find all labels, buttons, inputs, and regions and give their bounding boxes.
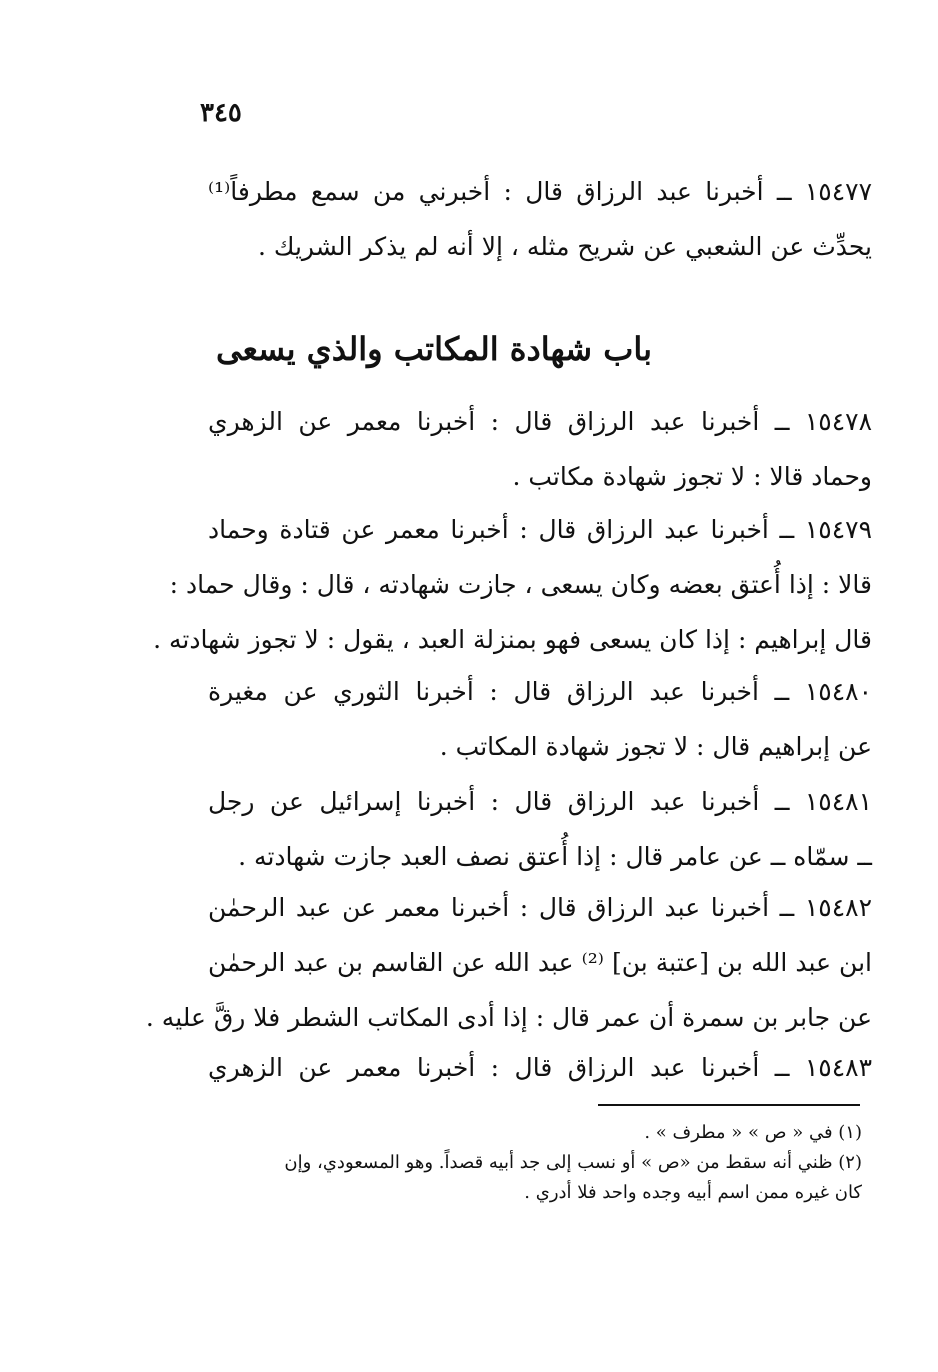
text-line: ابن عبد الله بن [عتبة بن] ⁽²⁾ عبد الله عن القاسم بن عبد الرحمٰن <box>208 948 872 977</box>
text-line: ١٥٤٨٣ ــ أخبرنا عبد الرزاق قال : أخبرنا معمر عن الزهري <box>208 1053 872 1082</box>
hadith-entry-15478 <box>208 394 872 504</box>
text-line: قالا : إذا أُعتق بعضه وكان يسعى ، جازت شهادته ، قال : وقال حماد : <box>169 570 872 599</box>
text-line: ١٥٤٨٢ ــ أخبرنا عبد الرزاق قال : أخبرنا معمر عن عبد الرحمٰن <box>208 893 872 922</box>
page-number: ٣٤٥ <box>200 98 242 128</box>
hadith-entry-15483 <box>208 1040 872 1095</box>
hadith-entry-15481 <box>208 774 872 884</box>
hadith-entry-15482 <box>145 880 872 1045</box>
text-line: ١٥٤٧٨ ــ أخبرنا عبد الرزاق قال : أخبرنا معمر عن الزهري <box>208 407 872 436</box>
footnote-line: كان غيره ممن اسم أبيه وجده واحد فلا أدري . <box>524 1182 862 1203</box>
text-line: ١٥٤٨١ ــ أخبرنا عبد الرزاق قال : أخبرنا إسرائيل عن رجل <box>208 787 872 816</box>
text-line: ١٥٤٧٧ ــ أخبرنا عبد الرزاق قال : أخبرني من سمع مطرفاً⁽¹⁾ <box>208 177 872 206</box>
text-line: يحدِّث عن الشعبي عن شريح مثله ، إلا أنه لم يذكر الشريك . <box>257 232 872 261</box>
footnotes <box>208 1118 862 1208</box>
text-line: قال إبراهيم : إذا كان يسعى فهو بمنزلة العبد ، يقول : لا تجوز شهادته . <box>153 625 872 654</box>
footnote-line: (٢) ظني أنه سقط من «ص » أو نسب إلى جد أبيه قصداً. وهو المسعودي، وإن <box>284 1152 862 1173</box>
text-line: ١٥٤٨٠ ــ أخبرنا عبد الرزاق قال : أخبرنا الثوري عن مغيرة <box>208 677 872 706</box>
intro-paragraph <box>208 164 872 274</box>
text-line: عن إبراهيم قال : لا تجوز شهادة المكاتب . <box>439 732 872 761</box>
text-line: ــ سمّاه ــ عن عامر قال : إذا أُعتق نصف العبد جازت شهادته . <box>238 842 872 871</box>
text-line: عن جابر بن سمرة أن عمر قال : إذا أدى المكاتب الشطر فلا رقَّ عليه . <box>145 1003 872 1032</box>
text-line: وحماد قالا : لا تجوز شهادة مكاتب . <box>512 462 872 491</box>
text-line: ١٥٤٧٩ ــ أخبرنا عبد الرزاق قال : أخبرنا معمر عن قتادة وحماد <box>208 515 872 544</box>
footnote-line: (١) في « ص » « مطرف » . <box>644 1122 862 1143</box>
hadith-entry-15480 <box>208 664 872 774</box>
hadith-entry-15479 <box>153 502 872 667</box>
footnote-separator <box>598 1104 860 1106</box>
section-title: باب شهادة المكاتب والذي يسعى <box>215 330 653 368</box>
